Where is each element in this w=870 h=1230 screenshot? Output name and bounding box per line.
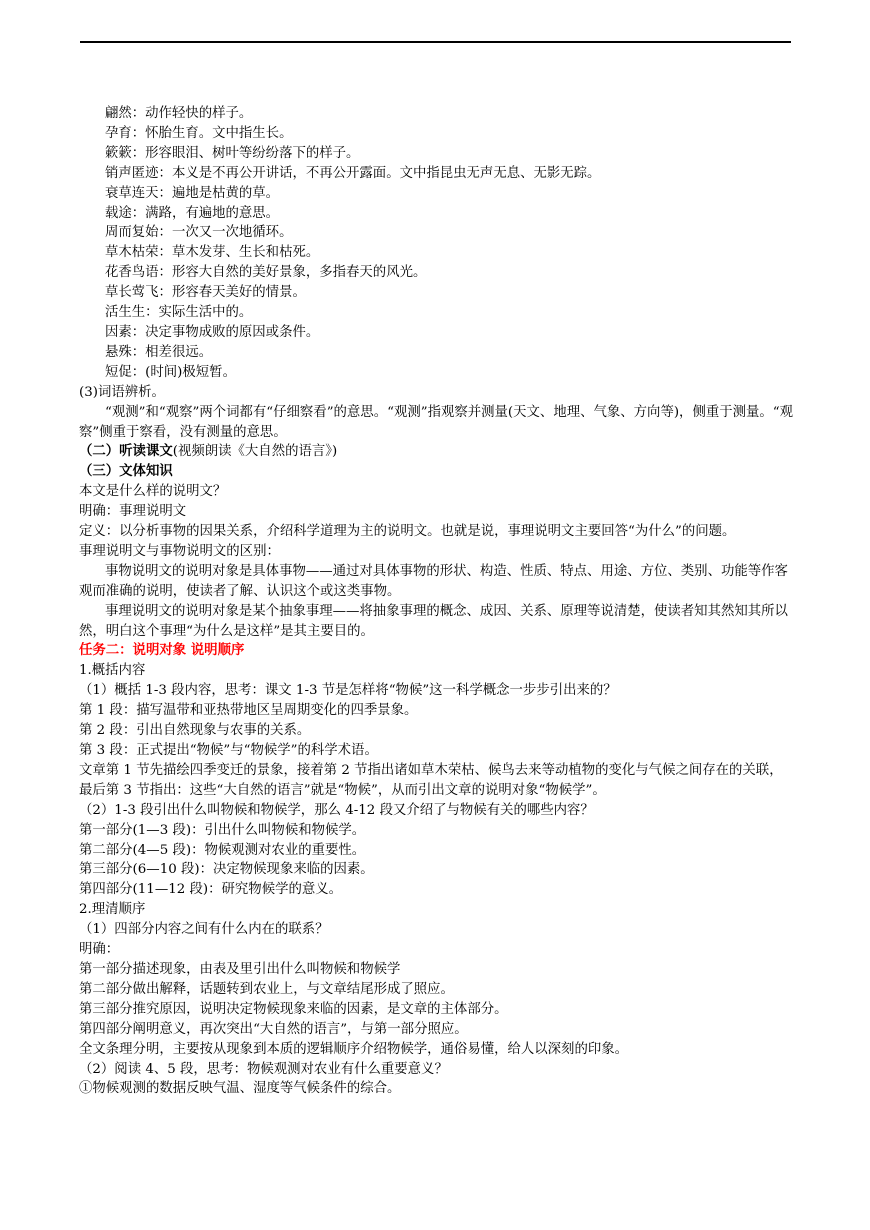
- style-answer: 明确：事理说明文: [79, 504, 187, 520]
- summary-question: （2）1-3 段引出什么叫物候和物候学，那么 4-12 段又介绍了与物候有关的哪些内容？: [79, 802, 594, 818]
- vocab-item: 载途：满路，有遍地的意思。: [105, 205, 280, 221]
- vocab-item: 花香鸟语：形容大自然的美好景象，多指春天的风光。: [105, 265, 427, 281]
- vocab-item: 销声匿迹：本义是不再公开讲话，不再公开露面。文中指昆虫无声无息、无影无踪。: [105, 165, 601, 181]
- vocab-item: 周而复始：一次又一次地循环。: [105, 225, 293, 241]
- summary-part: 第二部分(4—5 段)：物候观测对农业的重要性。: [79, 842, 366, 858]
- summary-part: 第一部分(1—3 段)：引出什么叫物候和物候学。: [79, 822, 366, 838]
- order-question: （1）四部分内容之间有什么内在的联系？: [79, 922, 329, 938]
- summary-part: 第三部分(6—10 段)：决定物候现象来临的因素。: [79, 862, 374, 878]
- order-answer: 第三部分推究原因，说明决定物候现象来临的因素，是文章的主体部分。: [79, 1001, 508, 1017]
- task2-title: 任务二：说明对象 说明顺序: [79, 642, 245, 659]
- summary-question: （1）概括 1-3 段内容，思考：课文 1-3 节是怎样将“物候”这一科学概念一步步引出来的？: [79, 683, 617, 699]
- summary-point: 第 1 段：描写温带和亚热带地区呈周期变化的四季景象。: [79, 703, 418, 719]
- vocab-item: 悬殊：相差很远。: [105, 344, 213, 360]
- section-listen-bold: （二）听读课文: [79, 443, 173, 460]
- style-diff-paragraph: 事物说明文的说明对象是具体事物——通过对具体事物的形状、构造、性质、特点、用途、方位、类别、功能等作客观而准确的说明，使读者了解、认识这个或这类事物。: [79, 563, 788, 599]
- vocab-item: 孕育：怀胎生育。文中指生长。: [105, 125, 293, 141]
- style-question: 本文是什么样的说明文？: [79, 484, 227, 500]
- word-analysis-heading: (3)词语辨析。: [79, 384, 165, 400]
- summary-part: 第四部分(11—12 段)：研究物候学的意义。: [79, 882, 343, 898]
- style-diff-heading: 事理说明文与事物说明文的区别：: [79, 543, 280, 559]
- style-diff-paragraph: 事理说明文的说明对象是某个抽象事理——将抽象事理的概念、成因、关系、原理等说清楚，使读者知其然知其所以然，明白这个事理“为什么是这样”是其主要目的。: [79, 603, 788, 639]
- section-style-heading: （三）文体知识: [79, 463, 173, 480]
- header-rule: [80, 41, 791, 43]
- summary-point: 第 3 段：正式提出“物候”与“物候学”的科学术语。: [79, 743, 378, 758]
- order-answer-label: 明确：: [79, 942, 120, 958]
- order-answer: 第二部分做出解释，话题转到农业上，与文章结尾形成了照应。: [79, 981, 454, 997]
- vocab-item: 活生生：实际生活中的。: [105, 305, 253, 321]
- style-definition: 定义：以分析事物的因果关系，介绍科学道理为主的说明文。也就是说，事理说明文主要回答“为什么”的问题。: [79, 524, 736, 540]
- section-listen-note: (视频朗读《大自然的语言》): [172, 444, 338, 460]
- vocab-item: 衰草连天：遍地是枯黄的草。: [105, 185, 280, 201]
- vocab-item: 短促：(时间)极短暂。: [105, 364, 236, 380]
- vocab-item: 因素：决定事物成败的原因或条件。: [105, 324, 320, 340]
- word-analysis-text: “观测”和“观察”两个词都有“仔细察看”的意思。“观测”指观察并测量(天文、地理、气象、方向等)，侧重于测量。“观察”侧重于察看，没有测量的意思。: [79, 404, 794, 440]
- summary-point: 第 2 段：引出自然现象与农事的关系。: [79, 723, 311, 739]
- order-answer: 第四部分阐明意义，再次突出“大自然的语言”，与第一部分照应。: [79, 1021, 468, 1037]
- summary-heading: 1.概括内容: [79, 663, 146, 679]
- section-listen-heading: [79, 442, 795, 462]
- vocab-item: 簌簌：形容眼泪、树叶等纷纷落下的样子。: [105, 145, 360, 161]
- summary-paragraph: 文章第 1 节先描绘四季变迁的景象，接着第 2 节指出诸如草木荣枯、候鸟去来等动植物的变化与气候之间存在的关联，最后第 3 节指出：这些“大自然的语言”就是“物候”，从而引出文章的说明对象“物候学”。: [79, 762, 783, 798]
- vocab-item: 草长莺飞：形容春天美好的情景。: [105, 285, 306, 301]
- vocab-item: 翩然：动作轻快的样子。: [105, 106, 253, 121]
- document-body: [79, 104, 795, 1099]
- order-answer: ①物候观测的数据反映气温、湿度等气候条件的综合。: [79, 1081, 401, 1097]
- order-answer: 全文条理分明，主要按从现象到本质的逻辑顺序介绍物候学，通俗易懂，给人以深刻的印象。: [79, 1041, 629, 1057]
- order-answer: 第一部分描述现象，由表及里引出什么叫物候和物候学: [79, 961, 401, 977]
- order-question: （2）阅读 4、5 段，思考：物候观测对农业有什么重要意义？: [79, 1061, 448, 1077]
- order-heading: 2.理清顺序: [79, 902, 146, 918]
- vocab-item: 草木枯荣：草木发芽、生长和枯死。: [105, 245, 320, 261]
